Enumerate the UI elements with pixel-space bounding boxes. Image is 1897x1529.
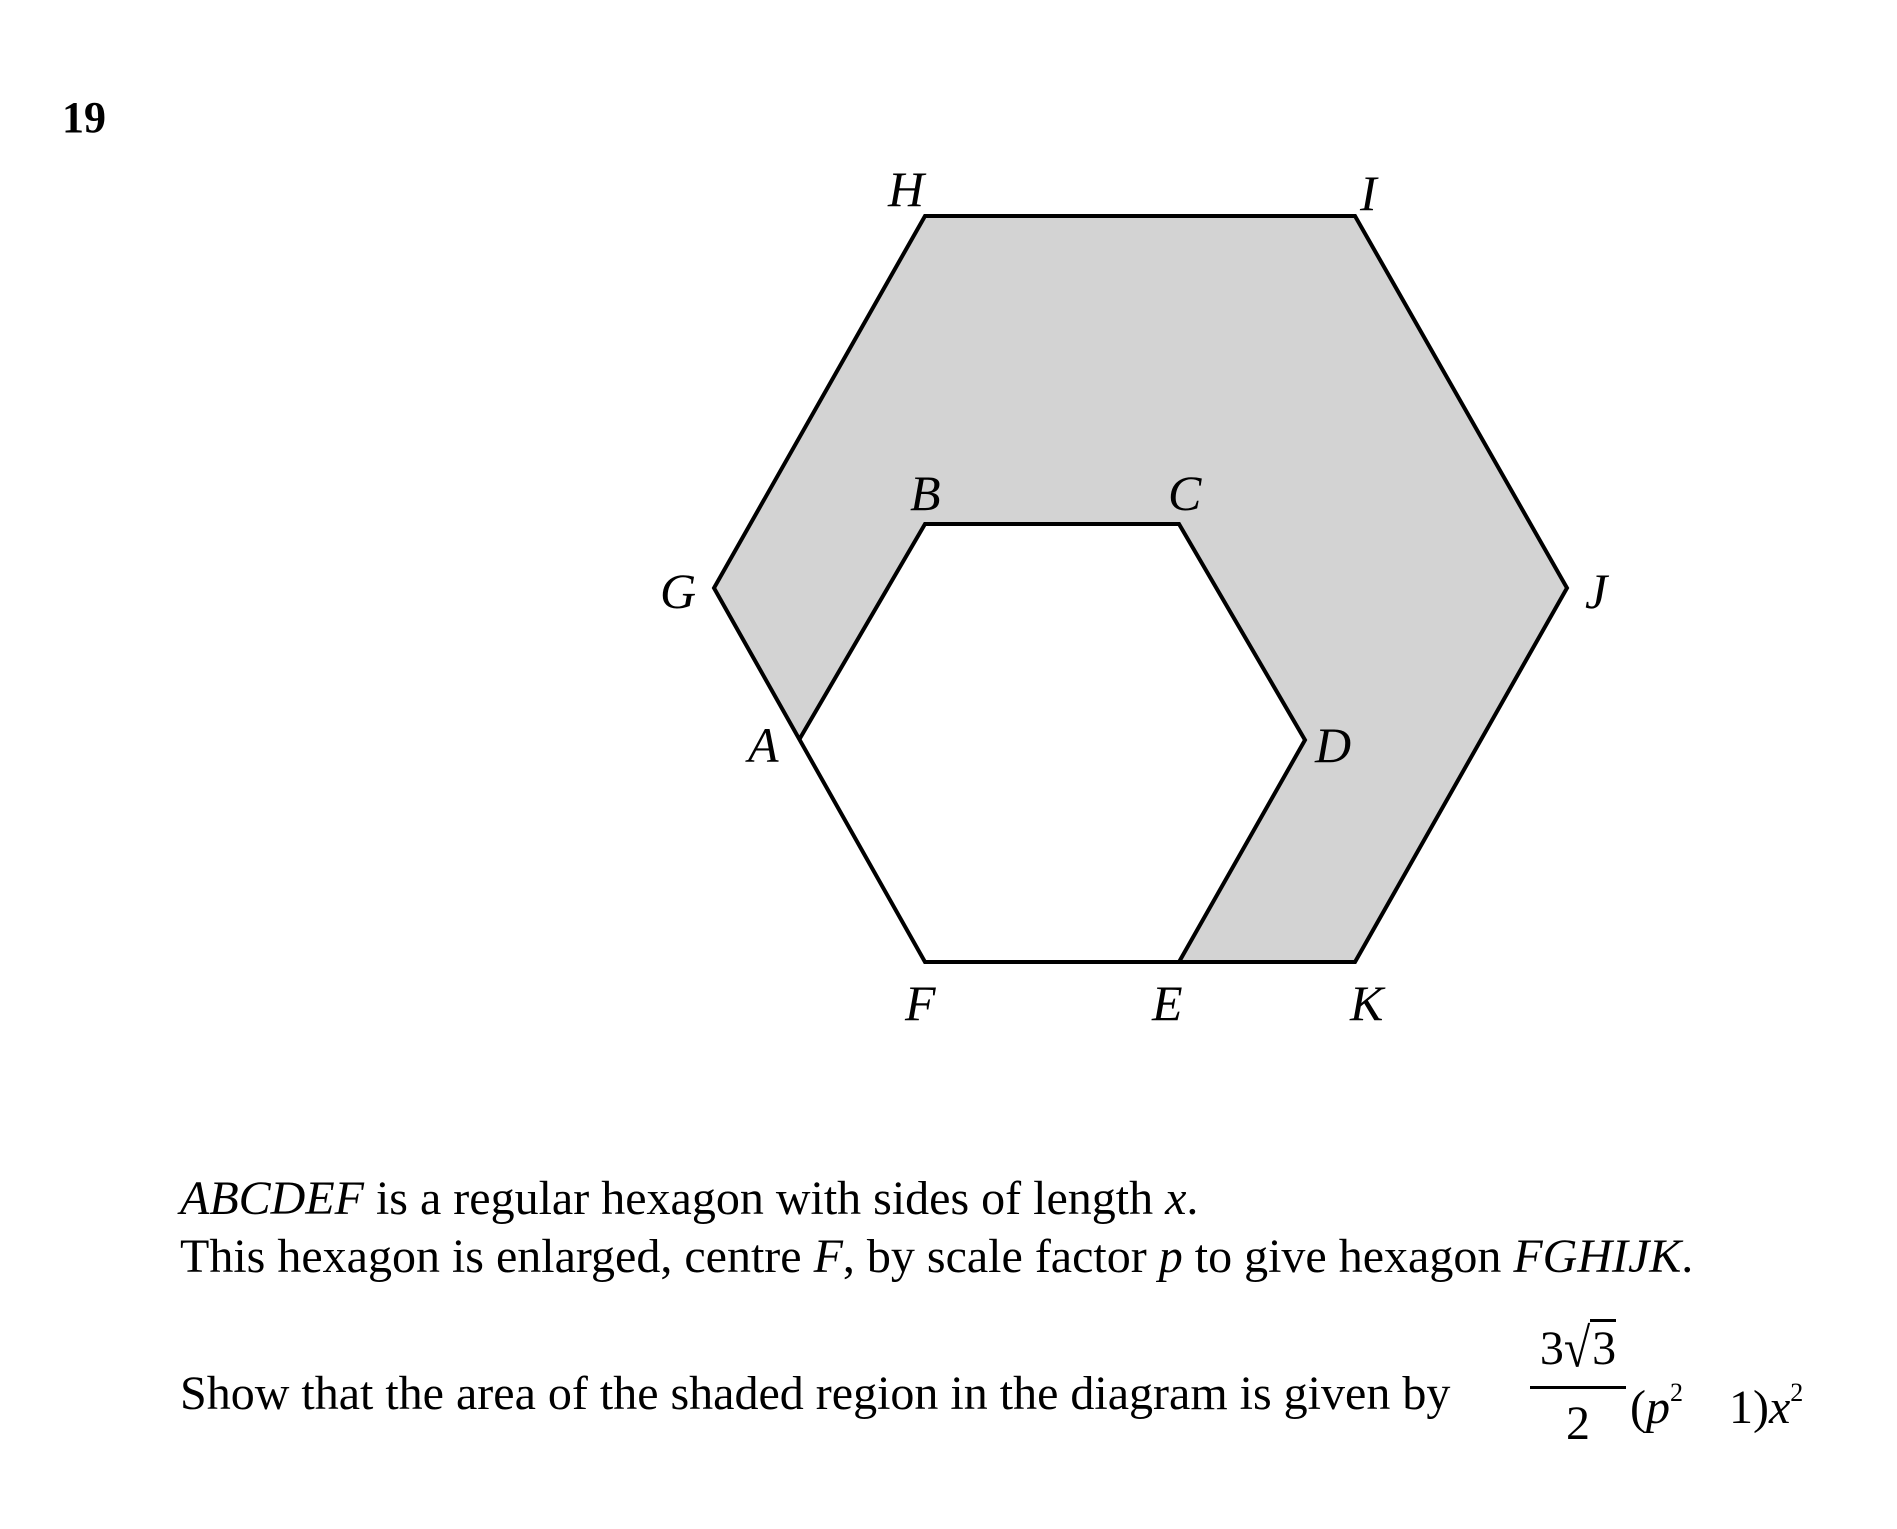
vertex-label-C: C — [1168, 465, 1202, 521]
variable-x: x — [1165, 1172, 1187, 1225]
vertex-label-E: E — [1152, 975, 1183, 1031]
centre-F: F — [813, 1230, 843, 1283]
formula-p: p — [1645, 1381, 1670, 1434]
vertex-label-I: I — [1360, 165, 1377, 221]
vertex-label-B: B — [910, 465, 941, 521]
vertex-label-J: J — [1585, 563, 1608, 619]
fraction-bar — [1530, 1386, 1626, 1389]
variable-p: p — [1158, 1230, 1183, 1283]
sqrt-radicand: 3 — [1590, 1319, 1616, 1375]
numerator-coefficient: 3 — [1539, 1322, 1564, 1375]
hexagon-name-ABCDEF: ABCDEF — [180, 1172, 364, 1225]
formula-fraction — [1530, 1317, 1626, 1453]
hexagon-name-FGHIJK: FGHIJK — [1513, 1230, 1682, 1283]
question-number: 19 — [62, 93, 106, 142]
sqrt-icon: √ — [1563, 1317, 1591, 1379]
show-that-text: Show that the area of the shaded region in the diagram is given by — [180, 1367, 1451, 1420]
open-paren: ( — [1630, 1381, 1646, 1434]
line2-text-b: , by scale factor — [842, 1230, 1159, 1283]
vertex-label-H: H — [888, 161, 925, 217]
question-line-2 — [180, 1228, 1693, 1286]
vertex-label-D: D — [1315, 717, 1352, 773]
line2-text-c: to give hexagon — [1182, 1230, 1514, 1283]
p-exponent: 2 — [1669, 1378, 1683, 1407]
question-text — [180, 1170, 1693, 1286]
fraction-numerator — [1530, 1317, 1626, 1379]
vertex-label-G: G — [660, 563, 697, 619]
vertex-label-F: F — [905, 975, 936, 1031]
question-line-1 — [180, 1170, 1693, 1228]
vertex-label-K: K — [1350, 975, 1384, 1031]
vertex-label-A: A — [748, 717, 779, 773]
shaded-region — [714, 216, 1567, 962]
one-close: 1) — [1728, 1381, 1769, 1434]
formula-x: x — [1768, 1381, 1791, 1434]
line2-end: . — [1681, 1230, 1694, 1283]
line1-text: is a regular hexagon with sides of length — [363, 1172, 1166, 1225]
line1-end: . — [1186, 1172, 1199, 1225]
fraction-denominator: 2 — [1566, 1397, 1590, 1450]
formula-bracket-expression — [1630, 1364, 1803, 1437]
x-exponent: 2 — [1790, 1378, 1804, 1407]
line2-text-a: This hexagon is enlarged, centre — [180, 1230, 814, 1283]
